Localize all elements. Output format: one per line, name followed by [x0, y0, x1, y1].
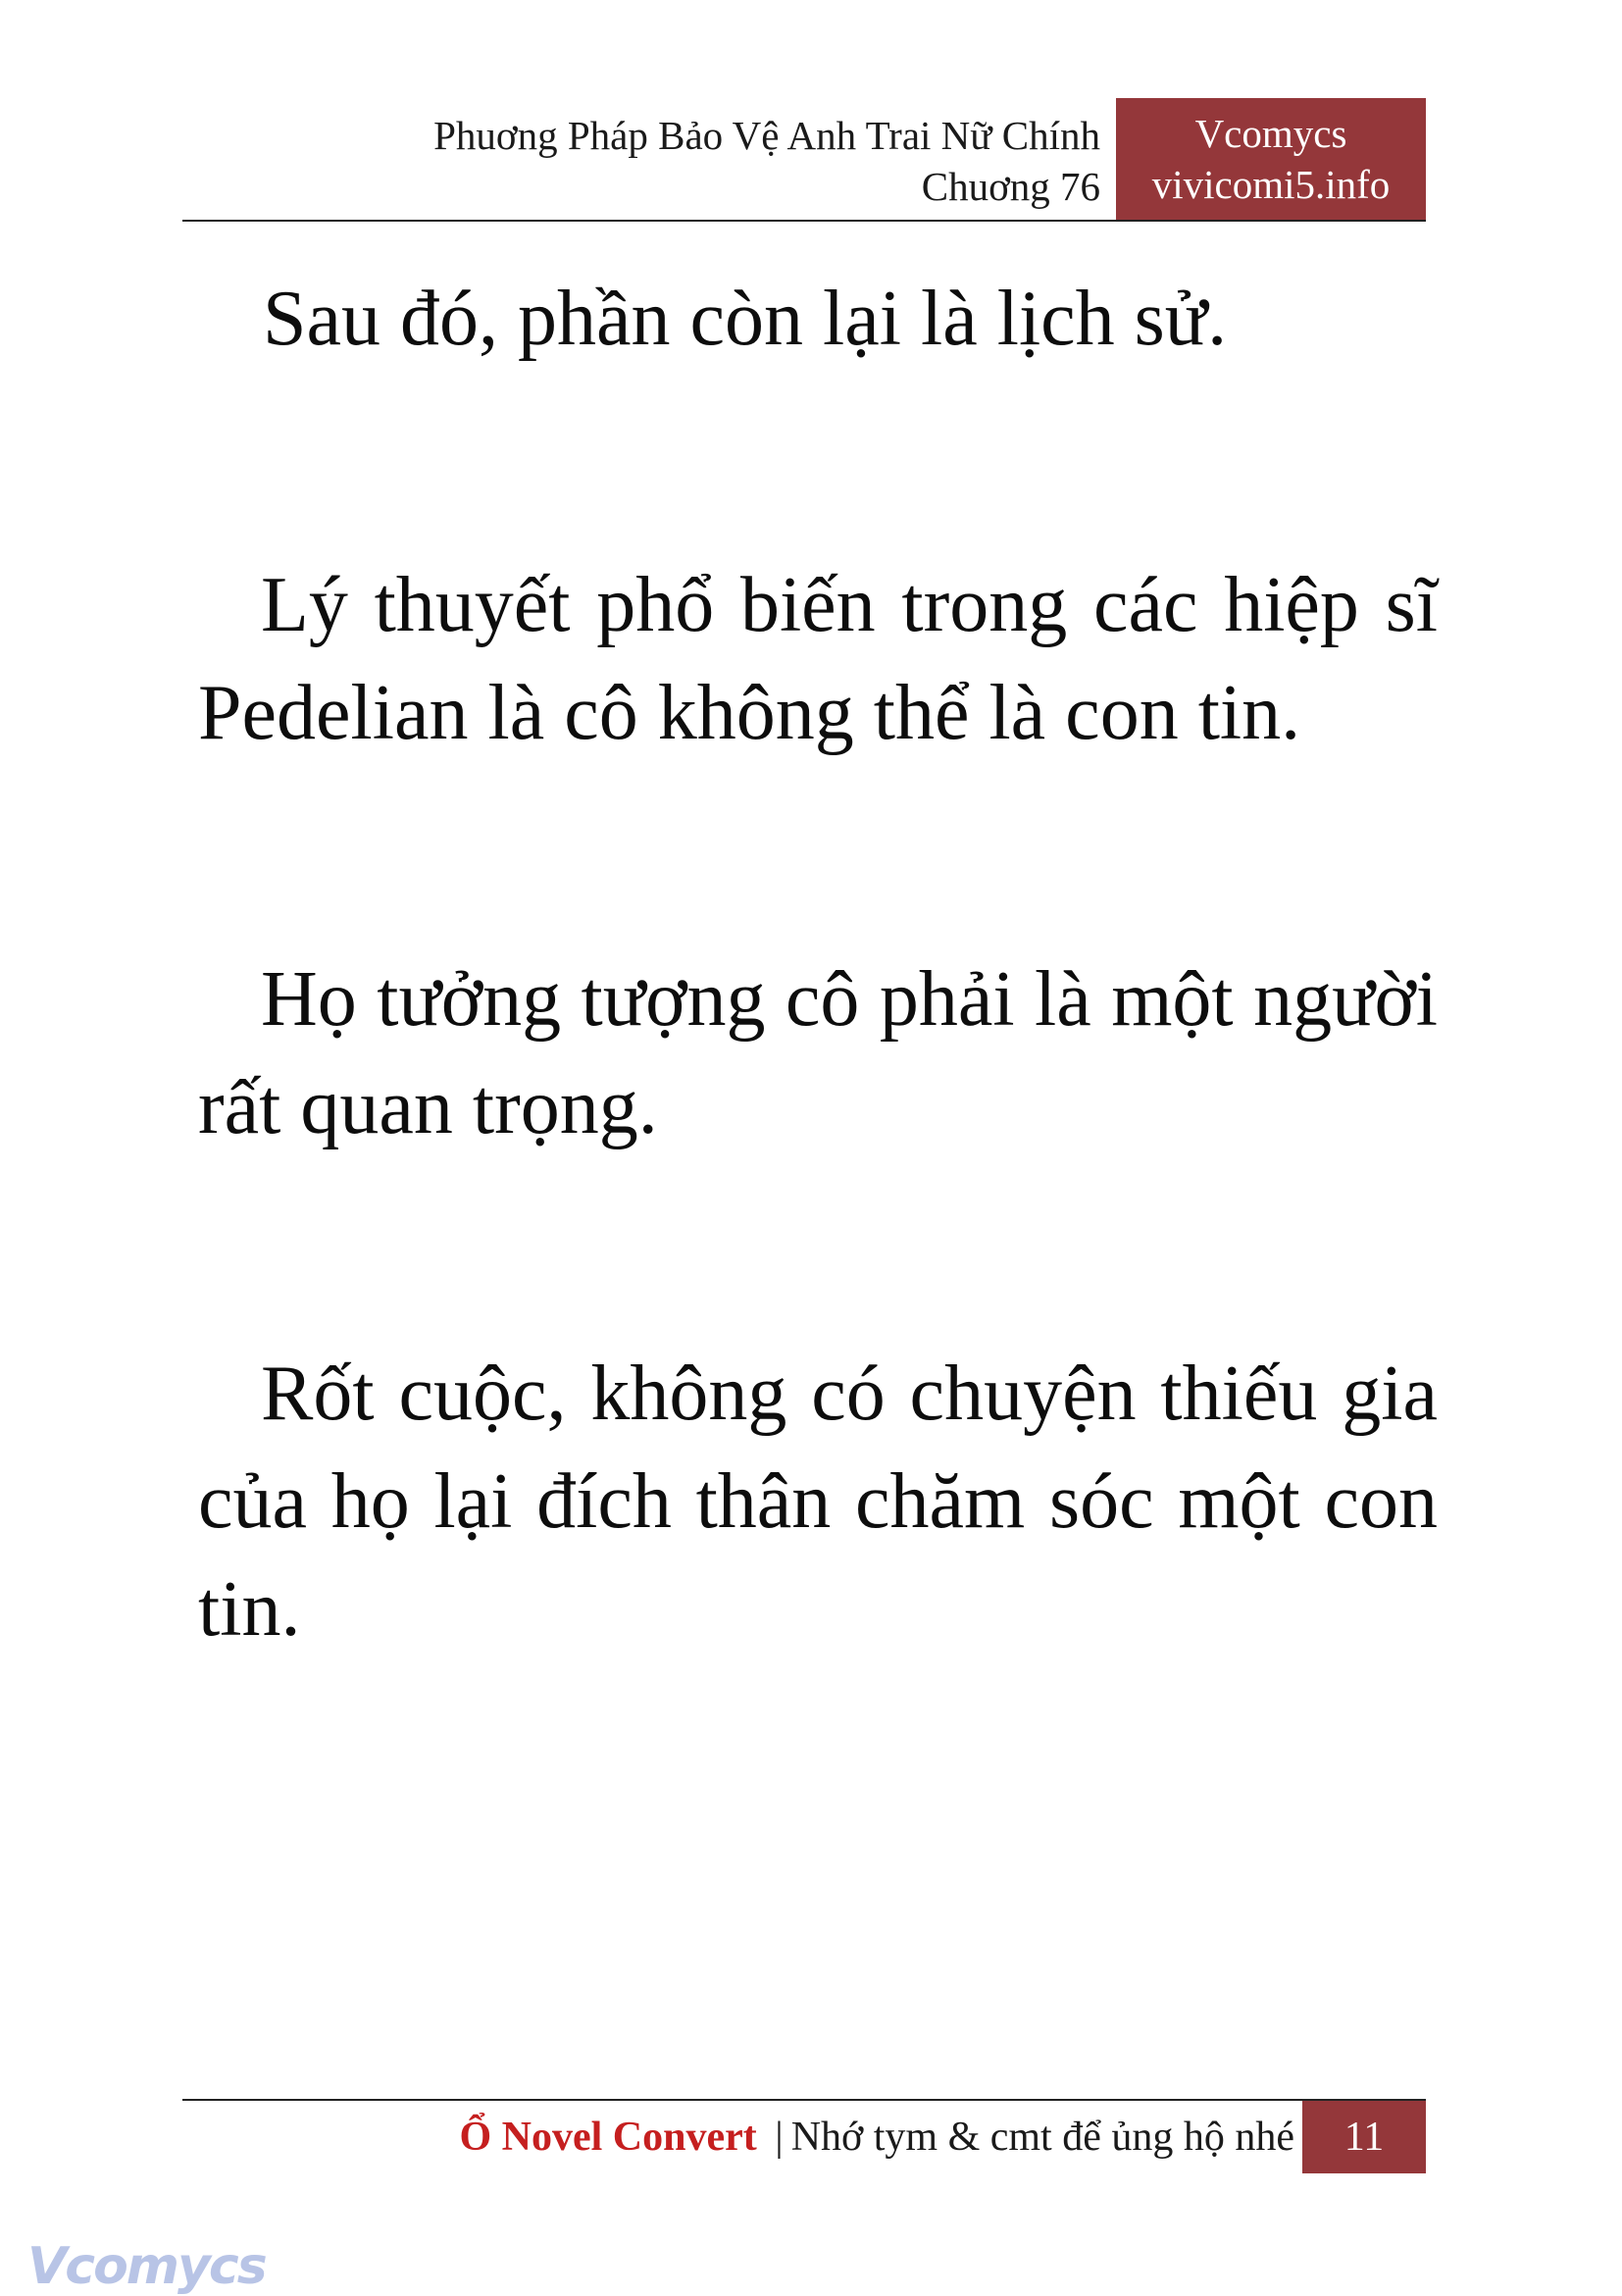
footer-text — [459, 2109, 1294, 2166]
brand-name: Vcomycs — [1194, 111, 1347, 156]
paragraph: Họ tưởng tượng cô phải là một người rất quan trọng. — [198, 956, 1438, 1150]
site-url: vivicomi5.info — [1151, 162, 1391, 207]
watermark-text: Vcomycs — [27, 2237, 266, 2296]
footer-note: Nhớ tym & cmt để ủng hộ nhé — [790, 2115, 1294, 2160]
header-titles — [182, 110, 1100, 212]
paragraph: Sau đó, phần còn lại là lịch sử. — [263, 276, 1228, 362]
paragraph: Lý thuyết phổ biến trong các hiệp sĩ Pedelian là cô không thể là con tin. — [198, 562, 1438, 756]
page-footer — [182, 2099, 1426, 2175]
page-number: 11 — [1302, 2101, 1426, 2173]
chapter-body — [198, 265, 1438, 1842]
footer-brand: Ổ Novel Convert — [459, 2115, 757, 2160]
watermark-logo — [27, 2237, 266, 2296]
footer-separator: | — [775, 2115, 784, 2160]
header-brand-box — [1116, 98, 1426, 220]
book-title: Phuơng Pháp Bảo Vệ Anh Trai Nữ Chính — [433, 113, 1100, 158]
page-header — [182, 98, 1426, 222]
paragraph: Rốt cuộc, không có chuyện thiếu gia của họ lại đích thân chăm sóc một con tin. — [198, 1351, 1438, 1653]
chapter-label: Chuơng 76 — [921, 164, 1100, 209]
